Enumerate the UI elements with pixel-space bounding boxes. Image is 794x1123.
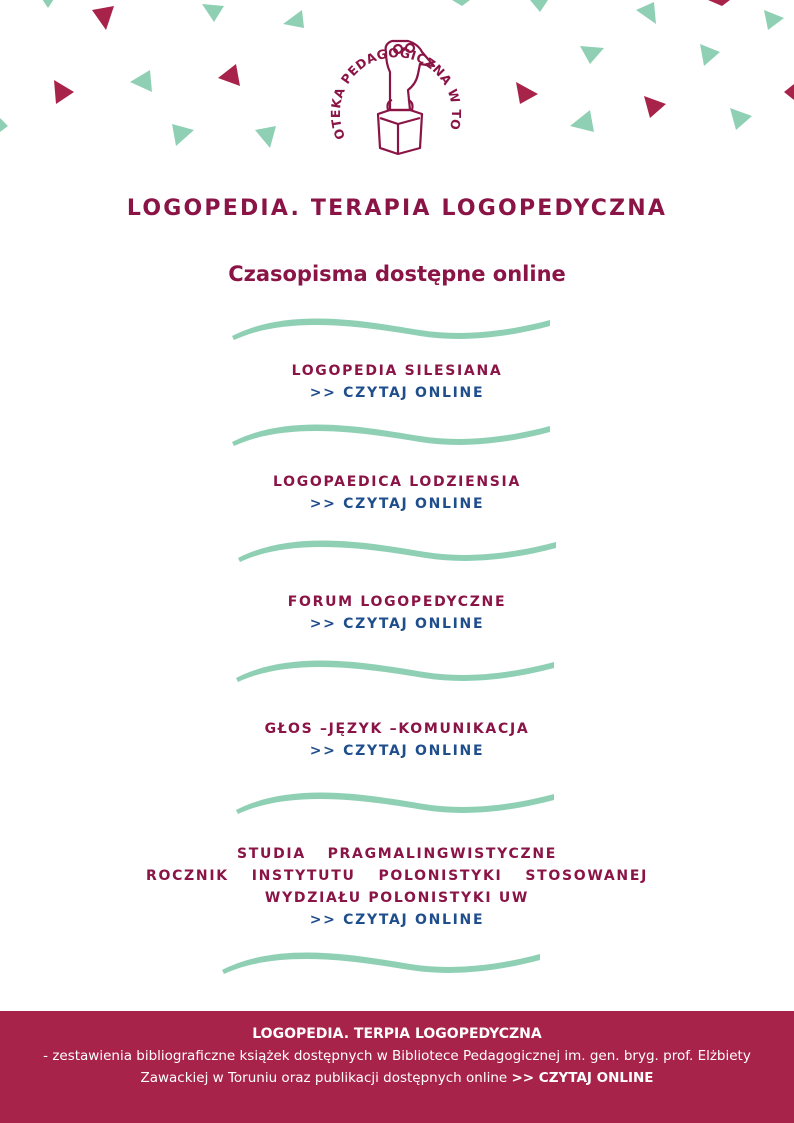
journal-entry <box>0 360 794 404</box>
footer-text: - zestawienia bibliograficzne książek dostępnych w Bibliotece Pedagogicznej im. gen. bryg. prof. Elżbiety Zawackiej w Toruniu oraz publikacji dostępnych online <box>43 1048 751 1086</box>
owl-book-icon <box>328 14 464 164</box>
wave-divider <box>236 534 560 568</box>
page-title: LOGOPEDIA. TERAPIA LOGOPEDYCZNA <box>126 196 668 221</box>
journal-entry <box>0 718 794 762</box>
journal-title-line: ROCZNIK INSTYTUTU POLONISTYKI STOSOWANEJ <box>146 868 648 884</box>
journal-title-line: WYDZIAŁU POLONISTYKI UW <box>264 890 530 906</box>
read-online-link[interactable]: >> CZYTAJ ONLINE <box>309 743 485 759</box>
journal-entry <box>0 471 794 515</box>
journal-title: LOGOPAEDICA LODZIENSIA <box>272 474 521 490</box>
footer-title: LOGOPEDIA. TERPIA LOGOPEDYCZNA <box>252 1026 542 1042</box>
read-online-link[interactable]: >> CZYTAJ ONLINE <box>309 385 485 401</box>
read-online-link[interactable]: >> CZYTAJ ONLINE <box>309 496 485 512</box>
journal-title-line: STUDIA PRAGMALINGWISTYCZNE <box>237 846 557 862</box>
wave-divider <box>234 786 558 820</box>
journal-title: FORUM LOGOPEDYCZNE <box>287 594 507 610</box>
journal-entry <box>0 591 794 635</box>
wave-divider <box>220 946 544 980</box>
page-subtitle: Czasopisma dostępne online <box>228 262 566 286</box>
journal-title: GŁOS –JĘZYK –KOMUNIKACJA <box>264 721 530 737</box>
read-online-link[interactable]: >> CZYTAJ ONLINE <box>309 912 485 928</box>
footer-read-online-link[interactable]: >> CZYTAJ ONLINE <box>511 1070 654 1086</box>
journal-title: LOGOPEDIA SILESIANA <box>291 363 503 379</box>
read-online-link[interactable]: >> CZYTAJ ONLINE <box>309 616 485 632</box>
wave-divider <box>230 312 554 346</box>
wave-divider <box>234 654 558 688</box>
footer-description <box>24 1045 770 1089</box>
journal-entry <box>0 843 794 931</box>
library-logo <box>328 14 464 164</box>
footer-banner <box>0 1011 794 1123</box>
svg-text:BIBLIOTEKA PEDAGOGICZNA W TORU: OTEKA PEDAGOGICZNA W TO <box>328 45 464 142</box>
wave-divider <box>230 418 554 452</box>
